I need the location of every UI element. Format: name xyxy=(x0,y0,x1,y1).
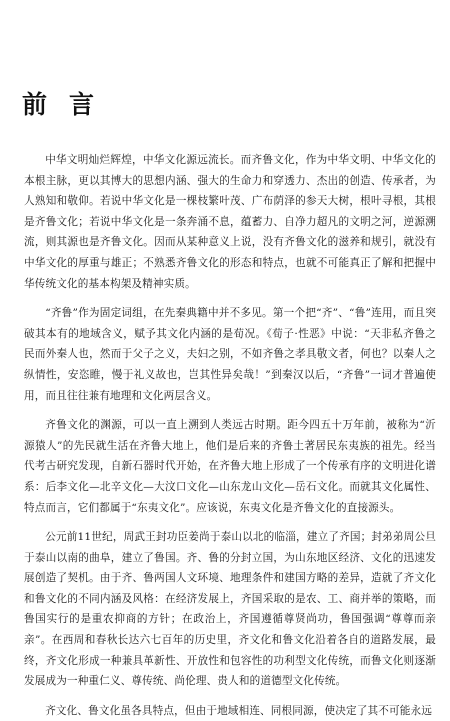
page-title: 前言 xyxy=(22,90,117,119)
paragraph: 中华文明灿烂辉煌，中华文化源远流长。而齐鲁文化，作为中华文明、中华文化的本根主脉，更以其博大的思想内涵、强大的生命力和穿透力、杰出的创造、传承者，为人熟知和敬仰。若说中华文化是一棵枝繁叶茂、广布荫泽的参天大树，根叶寻根，其根是齐鲁文化；若说中华文化是一条奔涌不息，蕴蓄力、自净力超凡的文明之河，逆源溯流，则其源也是齐鲁文化。因而从某种意义上说，没有齐鲁文化的滋养和规引，就没有中华文化的厚重与雄正；不熟悉齐鲁文化的形态和特点，也就不可能真正了解和把握中华传统文化的基本构架及精神实质。 xyxy=(24,154,436,290)
paragraph: 齐鲁文化的渊源，可以一直上溯到人类远古时期。距今四五十万年前，被称为“沂源猿人”的先民就生活在齐鲁大地上，他们是后来的齐鲁土著居民东夷族的祖先。经当代考古研究发现，自新石器时代开始，在齐鲁大地上形成了一个传承有序的文明进化谱系：后李文化—北辛文化—大汶口文化—山东龙山文化—岳石文化。而就其文化属性、特点而言，它们都属于“东夷文化”。应该说，东夷文化是齐鲁文化的直接源头。 xyxy=(24,419,436,514)
paragraph: “齐鲁”作为固定词组，在先秦典籍中并不多见。第一个把“齐”、“鲁”连用，而且突破其本有的地域含义，赋予其文化内涵的是荀况。《荀子·性恶》中说：“天非私齐鲁之民而外秦人也，然而于父子之义，夫妇之别，不如齐鲁之孝具敬文者，何也？以秦人之纵情性，安恣睢，慢于礼义故也，岂其性异矣哉！”到秦汉以后，“齐鲁”一词才普遍使用，而且往往兼有地理和文化两层含义。 xyxy=(24,307,436,402)
paragraph: 齐文化、鲁文化虽各具特点，但由于地域相连、同根同源，使决定了其不可能永远 xyxy=(45,704,432,717)
paragraph: 公元前11世纪，周武王封功臣姜尚于泰山以北的临淄，建立了齐国；封弟弟周公旦于泰山以南的曲阜，建立了鲁国。齐、鲁的分封立国，为山东地区经济、文化的迅速发展创造了契机。由于齐、鲁两国人文环境、地理条件和建国方略的差异，造就了齐文化和鲁文化的不同内涵及风格：在经济发展上，齐国采取的是农、工、商并举的策略，而鲁国实行的是重农抑商的方针；在政治上，齐国遵循尊贤尚功，鲁国强调“尊尊而亲亲”。在西周和春秋长达六七百年的历史里，齐文化和鲁文化沿着各自的道路发展，最终，齐文化形成一种兼具革新性、开放性和包容性的功利型文化传统，而鲁文化则逐渐发展成为一种重仁义、尊传统、尚伦理、贵人和的道德型文化传统。 xyxy=(24,531,436,688)
body-text xyxy=(24,150,436,721)
